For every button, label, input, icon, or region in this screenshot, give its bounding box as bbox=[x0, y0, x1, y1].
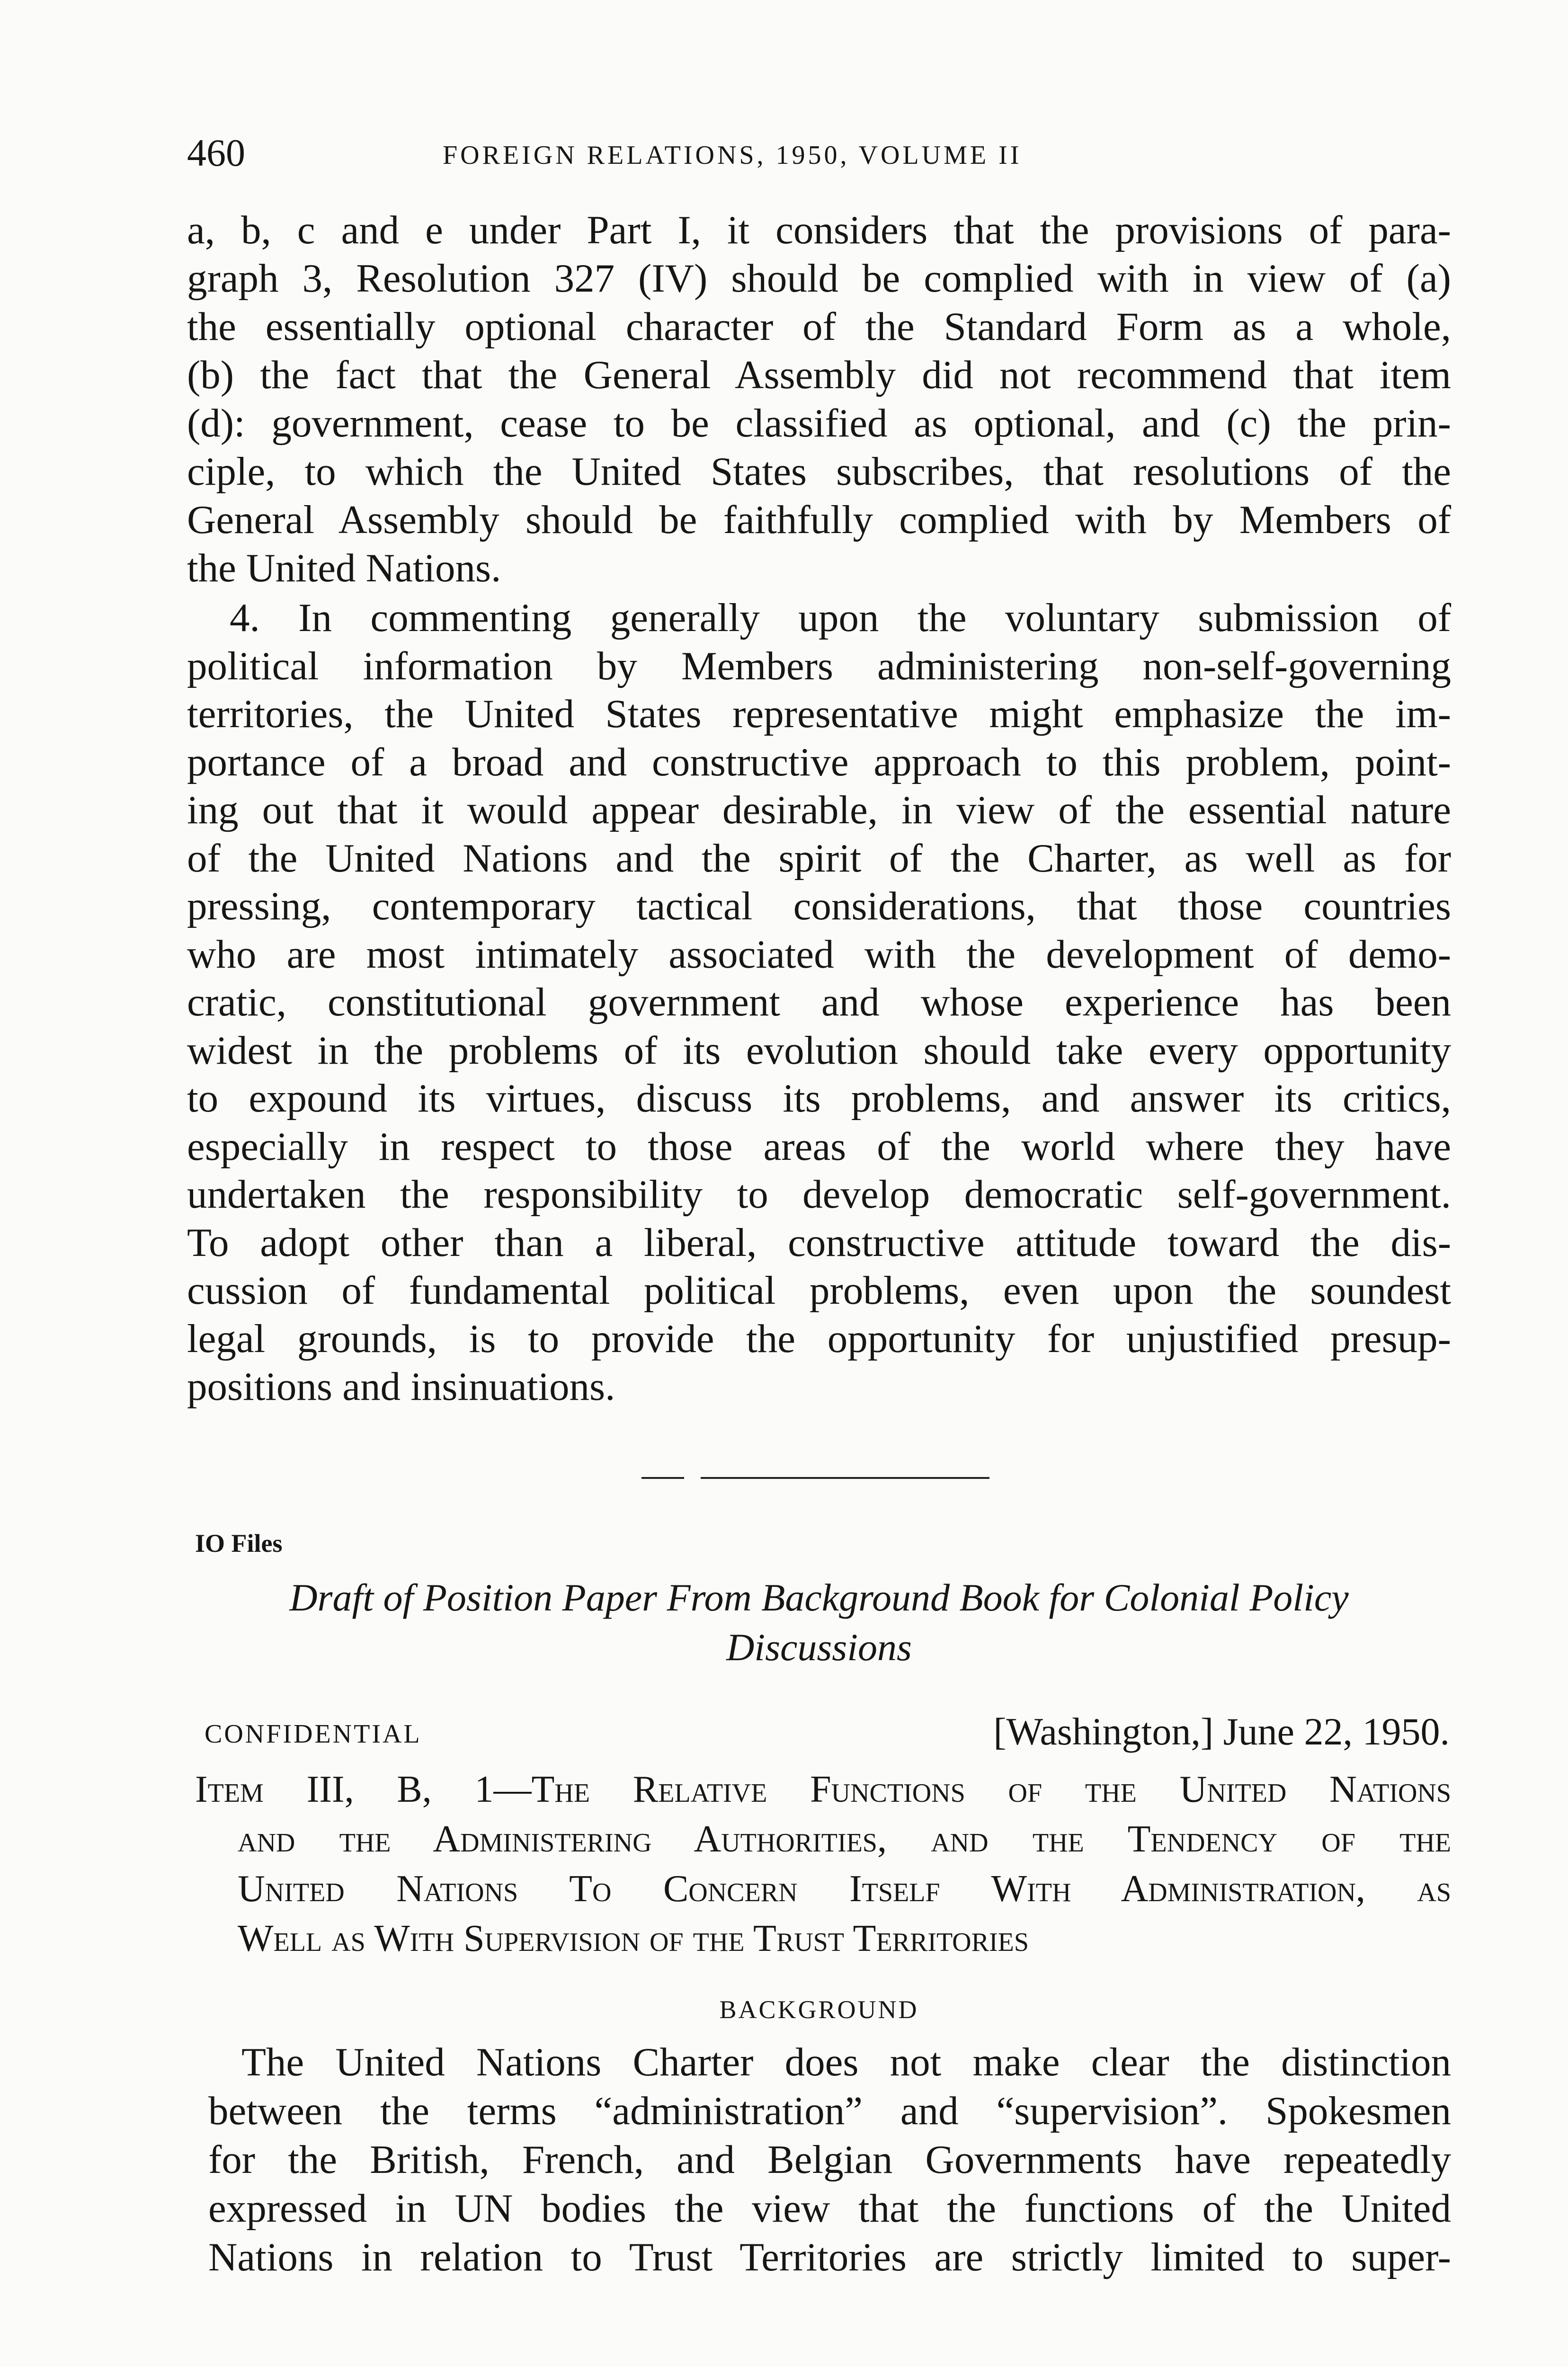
text-line: portance of a broad and constructive approach to this problem, point- bbox=[187, 739, 1451, 784]
text-line: undertaken the responsibility to develop democratic self-government. bbox=[187, 1172, 1451, 1217]
text-line: territories, the United States representative might emphasize the im- bbox=[187, 692, 1451, 736]
item-heading-line: Well as With Supervision of the Trust Territories bbox=[238, 1918, 1029, 1959]
text-line: ciple, to which the United States subscribes, that resolutions of the bbox=[187, 449, 1451, 494]
text-line: legal grounds, is to provide the opportunity for unjustified presup- bbox=[187, 1316, 1451, 1361]
text-line: between the terms “administration” and “supervision”. Spokesmen bbox=[208, 2089, 1451, 2133]
section-divider-short bbox=[641, 1477, 684, 1479]
text-line: widest in the problems of its evolution should take every opportunity bbox=[187, 1028, 1451, 1073]
text-line: to expound its virtues, discuss its problems, and answer its critics, bbox=[187, 1076, 1451, 1121]
text-line: political information by Members administering non-self-governing bbox=[187, 643, 1451, 688]
place-date: [Washington,] June 22, 1950. bbox=[993, 1710, 1450, 1753]
text-line: positions and insinuations. bbox=[187, 1364, 615, 1409]
text-line: expressed in UN bodies the view that the functions of the United bbox=[208, 2186, 1451, 2231]
text-line: cratic, constitutional government and whose experience has been bbox=[187, 980, 1451, 1024]
paragraph-4 bbox=[187, 594, 1451, 1411]
text-line: ing out that it would appear desirable, in view of the essential nature bbox=[187, 788, 1451, 832]
text-line: the essentially optional character of the Standard Form as a whole, bbox=[187, 304, 1451, 349]
text-line: To adopt other than a liberal, constructive attitude toward the dis- bbox=[187, 1220, 1451, 1265]
running-head: FOREIGN RELATIONS, 1950, VOLUME II bbox=[443, 141, 1022, 170]
continued-paragraph bbox=[187, 206, 1451, 592]
text-line: pressing, contemporary tactical considerations, that those countries bbox=[187, 884, 1451, 928]
text-line: The United Nations Charter does not make clear the distinction bbox=[241, 2040, 1451, 2084]
section-divider-long bbox=[701, 1477, 989, 1479]
text-line: 4. In commenting generally upon the voluntary submission of bbox=[230, 596, 1451, 640]
item-heading-line: United Nations To Concern Itself With Administration, as bbox=[238, 1868, 1451, 1910]
item-heading bbox=[195, 1765, 1451, 1964]
document-title-line: Draft of Position Paper From Background Book for Colonial Policy bbox=[289, 1576, 1349, 1619]
background-paragraph bbox=[208, 2038, 1451, 2282]
text-line: for the British, French, and Belgian Governments have repeatedly bbox=[208, 2137, 1451, 2182]
text-line: who are most intimately associated with the development of demo- bbox=[187, 932, 1451, 977]
text-line: cussion of fundamental political problems, even upon the soundest bbox=[187, 1268, 1451, 1313]
document-title bbox=[187, 1573, 1451, 1672]
item-heading-line: Item III, B, 1—The Relative Functions of the United Nations bbox=[195, 1769, 1451, 1810]
text-line: a, b, c and e under Part I, it considers that the provisions of para- bbox=[187, 208, 1451, 252]
text-line: the United Nations. bbox=[187, 546, 501, 590]
text-line: (d): government, cease to be classified as optional, and (c) the prin- bbox=[187, 401, 1451, 445]
text-line: (b) the fact that the General Assembly did not recommend that item bbox=[187, 353, 1451, 397]
text-line: especially in respect to those areas of the world where they have bbox=[187, 1124, 1451, 1169]
text-line: Nations in relation to Trust Territories are strictly limited to super- bbox=[208, 2235, 1451, 2279]
page-header bbox=[187, 127, 1451, 179]
text-line: General Assembly should be faithfully complied with by Members of bbox=[187, 498, 1451, 542]
text-line: graph 3, Resolution 327 (IV) should be complied with in view of (a) bbox=[187, 256, 1451, 301]
document-title-line: Discussions bbox=[726, 1626, 912, 1669]
page-number: 460 bbox=[187, 131, 245, 174]
text-line: of the United Nations and the spirit of the Charter, as well as for bbox=[187, 836, 1451, 881]
section-heading: BACKGROUND bbox=[719, 1995, 919, 2024]
item-heading-line: and the Administering Authorities, and the Tendency of the bbox=[238, 1818, 1451, 1860]
classification-label: CONFIDENTIAL bbox=[205, 1719, 422, 1749]
document-source: IO Files bbox=[195, 1529, 283, 1557]
